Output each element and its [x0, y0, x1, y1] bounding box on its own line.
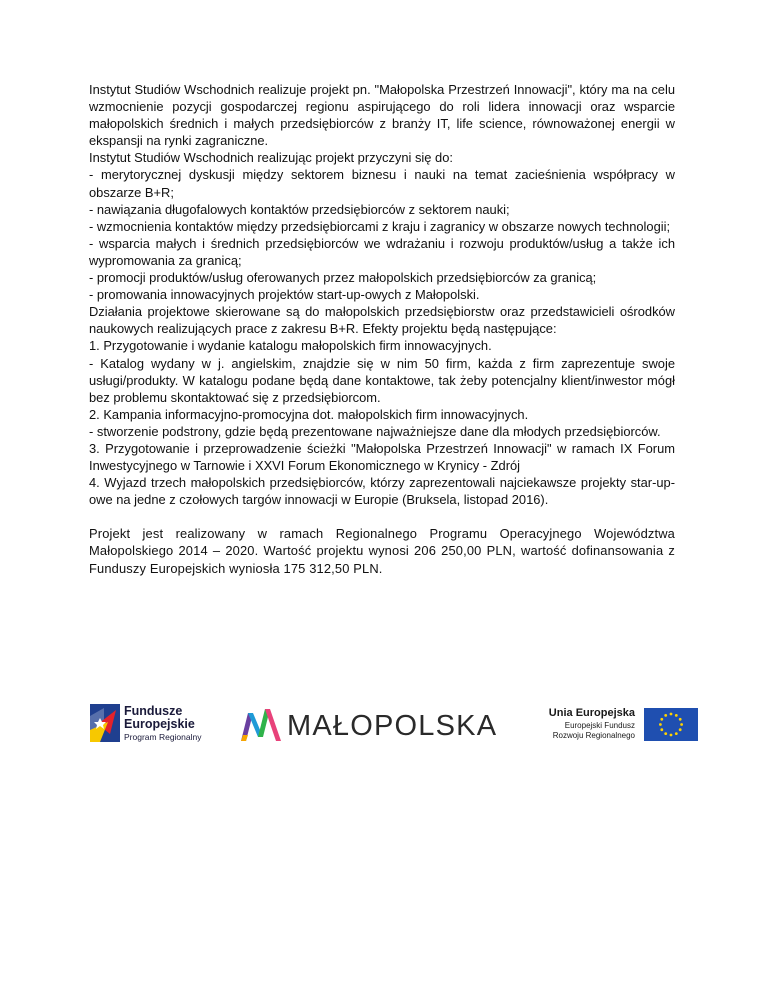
paragraph-funding-note: Projekt jest realizowany w ramach Regionalnego Programu Operacyjnego Województwa Małopolskiego 2014 – 2020. Wartość projektu wynosi 206 250,00 PLN, wartość dofinansowania z Funduszy Europejskich wyniosła 175 312,50 PLN.	[89, 526, 675, 576]
fundusze-europejskie-label	[124, 705, 201, 743]
paragraph-contributions-heading: Instytut Studiów Wschodnich realizując projekt przyczyni się do:	[89, 150, 453, 166]
paragraph-activities: Działania projektowe skierowane są do małopolskich przedsiębiorstw oraz przedstawicieli ośrodków naukowych realizujących prace z zakresu B+R. Efekty projektu będą następujące:	[89, 304, 675, 337]
malopolska-logo	[239, 707, 509, 743]
list-item-effect: 3. Przygotowanie i przeprowadzenie ścieżki "Małopolska Przestrzeń Innowacji" w ramach IX Forum Inwestycyjnego w Tarnowie i XXVI Forum Ekonomicznego w Krynicy - Zdrój	[89, 440, 675, 474]
eu-label	[520, 706, 635, 741]
list-item-contribution: - promowania innowacyjnych projektów start-up-owych z Małopolski.	[89, 287, 480, 303]
eu-line-2: Europejski Fundusz	[564, 721, 635, 730]
list-item-effect: 2. Kampania informacyjno-promocyjna dot. małopolskich firm innowacyjnych.	[89, 406, 529, 422]
fe-line-1: Fundusze	[124, 704, 183, 718]
list-item-effect: 1. Przygotowanie i wydanie katalogu małopolskich firm innowacyjnych.	[89, 338, 492, 354]
document-body	[89, 81, 675, 577]
list-item-contribution: - promocji produktów/usług oferowanych przez małopolskich przedsiębiorców za granicą;	[89, 270, 597, 286]
list-item-effect-detail: - Katalog wydany w j. angielskim, znajdzie się w nim 50 firm, każda z firm zaprezentuje swoje usługi/produkty. W katalogu podane będą dane kontaktowe, tak żeby potencjalny klient/inwestor mógł bez problemu skontaktować się z przedsiębiorcom.	[89, 355, 675, 405]
list-item-contribution: - wzmocnienia kontaktów między przedsiębiorcami z kraju i zagranicy w obszarze nowych technologii;	[89, 218, 671, 234]
eu-flag-icon	[644, 708, 698, 741]
footer-logos	[0, 700, 768, 750]
fe-line-3: Program Regionalny	[124, 732, 202, 742]
list-item-effect-detail: - stworzenie podstrony, gdzie będą prezentowane najważniejsze dane dla młodych przedsiębiorców.	[89, 423, 661, 439]
malopolska-emblem-icon	[239, 707, 283, 743]
list-item-contribution: - merytorycznej dyskusji między sektorem biznesu i nauki na temat zacieśnienia współpracy w obszarze B+R;	[89, 167, 675, 200]
malopolska-wordmark: MAŁOPOLSKA	[287, 710, 498, 742]
fundusze-europejskie-emblem-icon	[90, 704, 122, 742]
fundusze-europejskie-logo	[90, 704, 220, 744]
list-item-contribution: - wsparcia małych i średnich przedsiębiorców we wdrażaniu i rozwoju produktów/usług a także ich wypromowania za granicą;	[89, 235, 675, 268]
eu-line-3: Rozwoju Regionalnego	[552, 731, 635, 740]
fe-line-2: Europejskie	[124, 717, 195, 731]
paragraph-intro: Instytut Studiów Wschodnich realizuje projekt pn. "Małopolska Przestrzeń Innowacji", który ma na celu wzmocnienie pozycji gospodarczej regionu aspirującego do roli lidera innowacji oraz wsparcie małopolskich średnich i małych przedsiębiorców z branży IT, life science, równoważonej energii w ekspansji na rynki zagraniczne.	[89, 82, 675, 149]
list-item-contribution: - nawiązania długofalowych kontaktów przedsiębiorców z sektorem nauki;	[89, 201, 510, 217]
list-item-effect: 4. Wyjazd trzech małopolskich przedsiębiorców, którzy zaprezentowali najciekawsze projekty star-up-owe na jedne z czołowych targów innowacji w Europie (Bruksela, listopad 2016).	[89, 475, 675, 508]
eu-line-1: Unia Europejska	[548, 707, 635, 719]
